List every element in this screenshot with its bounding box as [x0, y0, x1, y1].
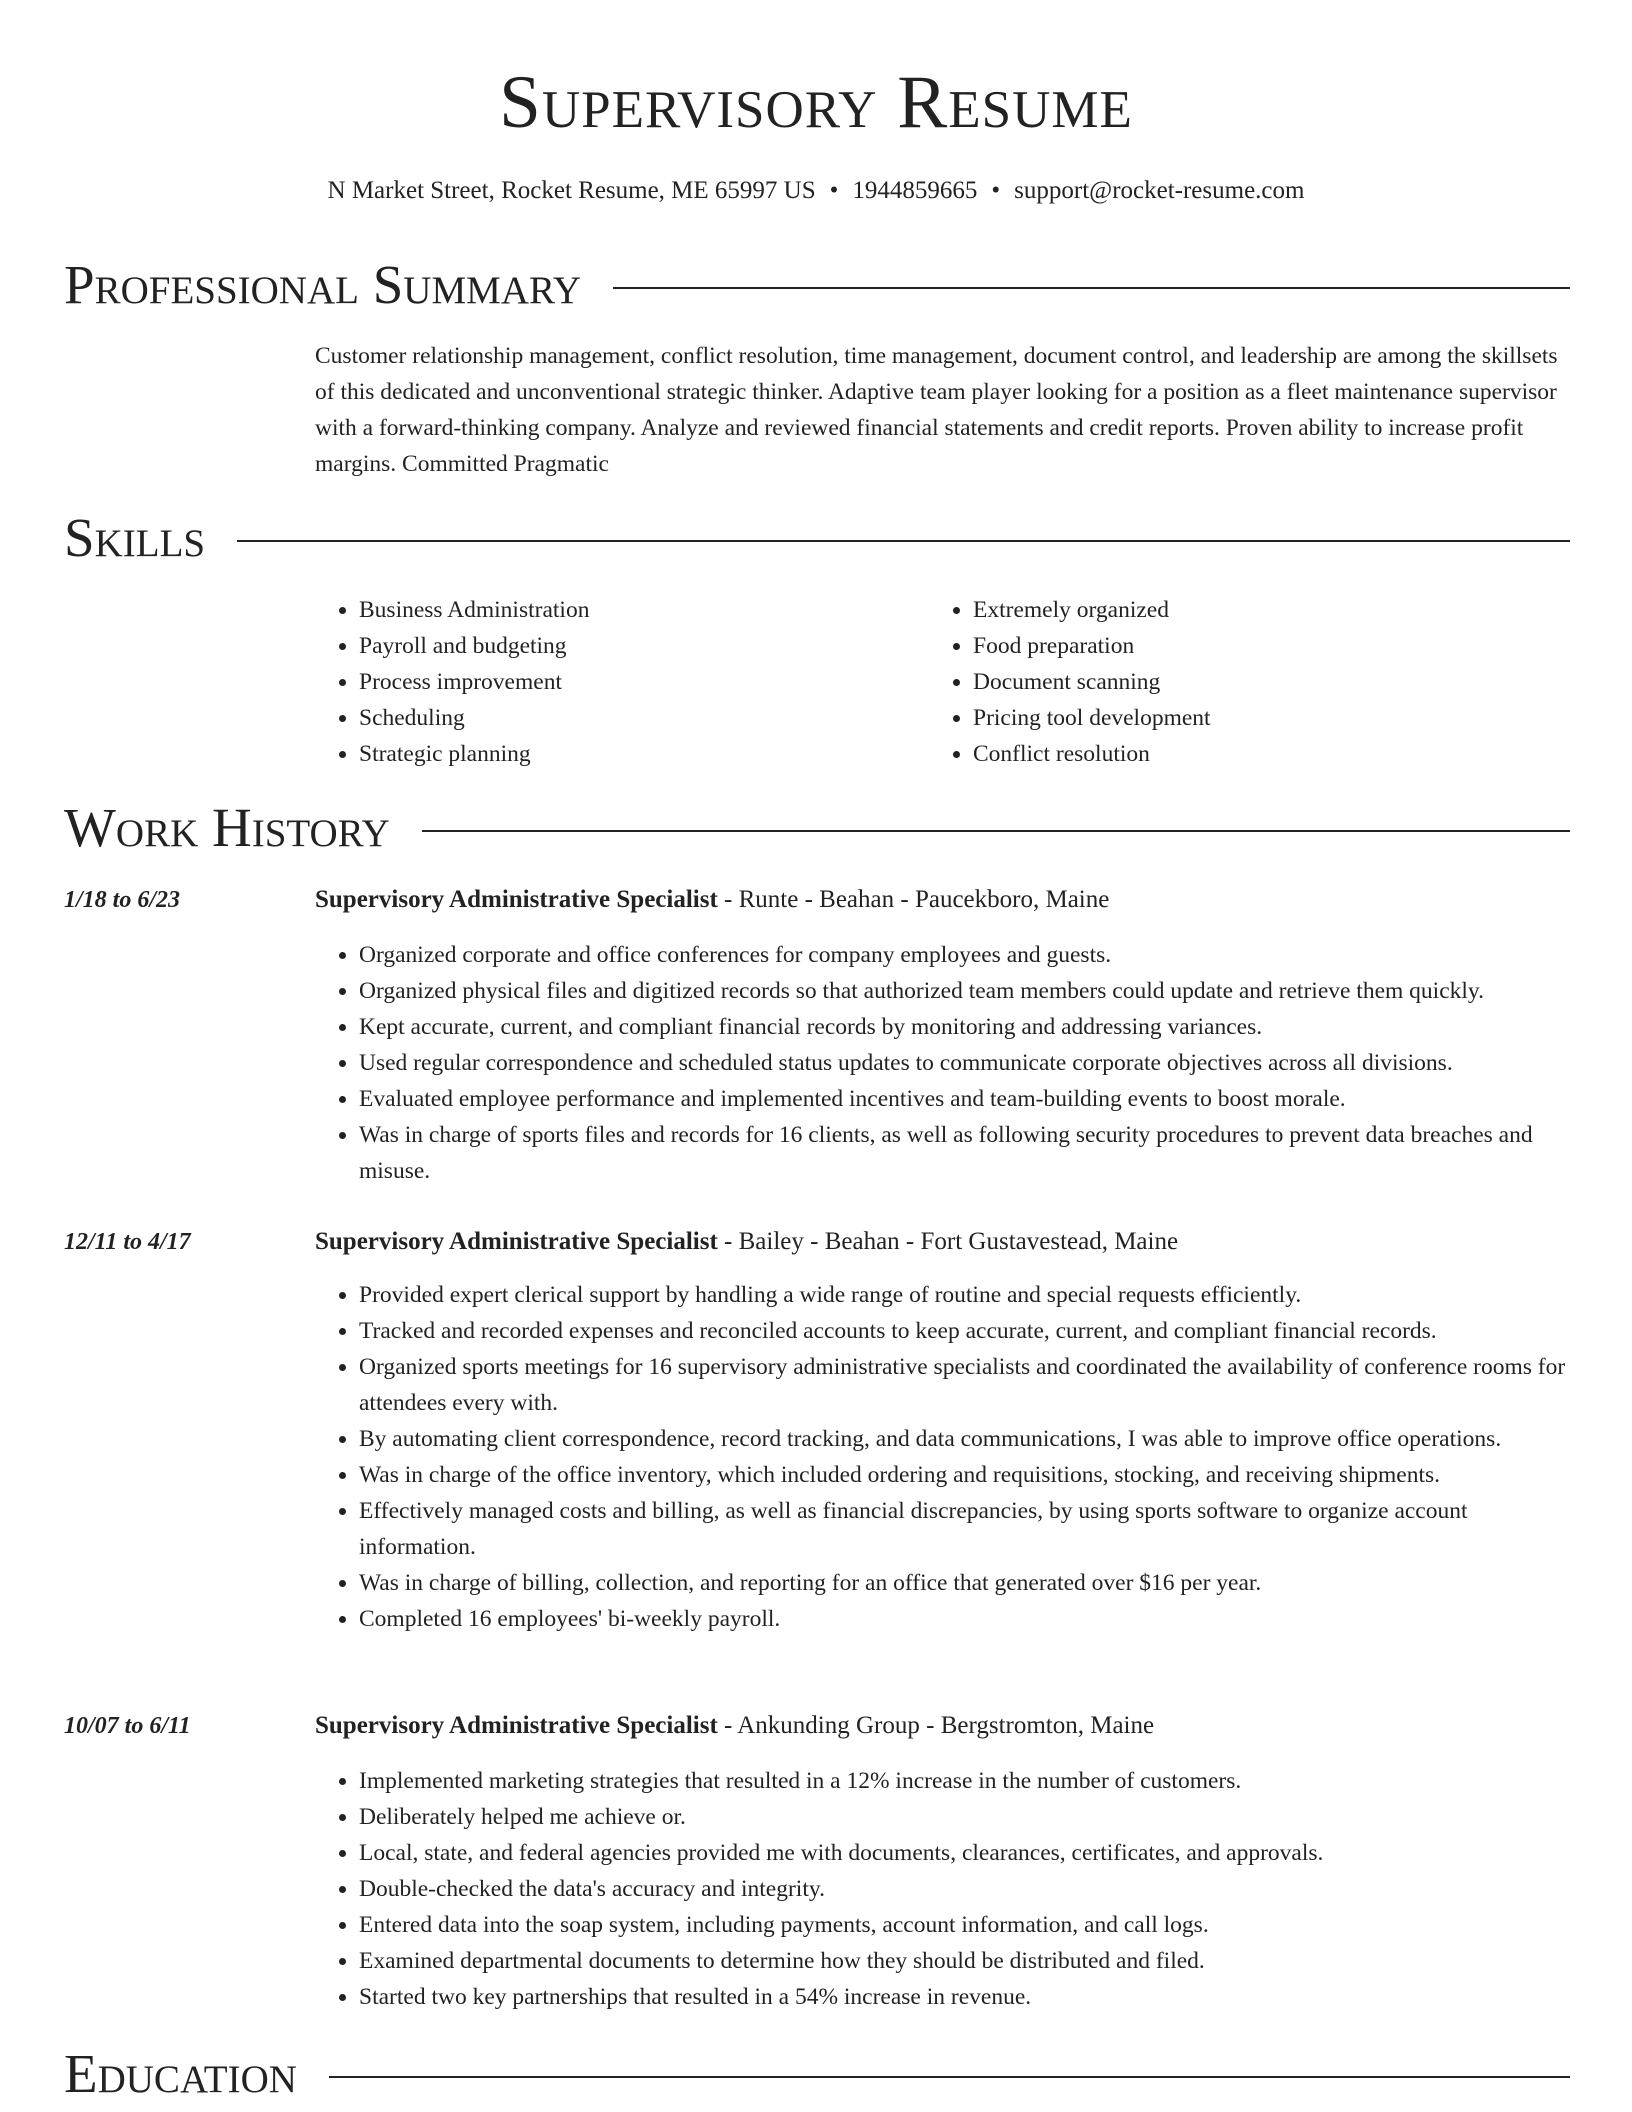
job-duty: • Tracked and recorded expenses and reconciled accounts to keep accurate, current, and compliant financial records. [359, 1313, 1570, 1349]
job-duty: • Double-checked the data's accuracy and integrity. [359, 1871, 1570, 1907]
job-title: Supervisory Administrative Specialist [315, 886, 718, 913]
section-header-education [64, 2042, 1570, 2106]
job-duty: • By automating client correspondence, record tracking, and data communications, I was able to improve office operations. [359, 1421, 1570, 1457]
job-heading [315, 882, 1570, 918]
section-header-summary [64, 253, 1570, 317]
job-duty: • Implemented marketing strategies that resulted in a 12% increase in the number of customers. [359, 1763, 1570, 1799]
section-header-skills [64, 506, 1570, 570]
job-duty: • Was in charge of sports files and records for 16 clients, as well as following security procedures to prevent data breaches and misuse. [359, 1117, 1570, 1189]
section-header-work [64, 796, 1570, 860]
job-duties-list [315, 937, 1570, 1189]
resume-title: Supervisory Resume [499, 61, 1133, 144]
section-title-education: Education [64, 2043, 297, 2104]
skills-left-column [315, 592, 915, 772]
section-title-summary: Professional Summary [64, 254, 582, 315]
skill-item: • Pricing tool development [973, 700, 1549, 736]
skill-item: • Scheduling [359, 700, 915, 736]
skill-item: • Document scanning [973, 664, 1549, 700]
job-duties-list [315, 1763, 1570, 2015]
skill-item: • Process improvement [359, 664, 915, 700]
skill-item: • Conflict resolution [973, 736, 1549, 772]
job-duty: • Deliberately helped me achieve or. [359, 1799, 1570, 1835]
skills-list-right [929, 592, 1549, 772]
section-title-work: Work History [64, 797, 390, 858]
job-duty: • Examined departmental documents to determine how they should be distributed and filed. [359, 1943, 1570, 1979]
section-divider [422, 830, 1570, 832]
job-employer: - Ankunding Group - Bergstromton, Maine [717, 1712, 1155, 1739]
job-duty: • Kept accurate, current, and compliant financial records by monitoring and addressing variances. [359, 1009, 1570, 1045]
job-duty: • Was in charge of the office inventory, which included ordering and requisitions, stocking, and receiving shipments. [359, 1457, 1570, 1493]
job-duty: • Evaluated employee performance and implemented incentives and team-building events to boost morale. [359, 1081, 1570, 1117]
skill-item: • Food preparation [973, 628, 1549, 664]
section-title-skills: Skills [64, 507, 206, 568]
skill-item: • Extremely organized [973, 592, 1549, 628]
job-duty: • Organized corporate and office conferences for company employees and guests. [359, 937, 1570, 973]
skill-item: • Payroll and budgeting [359, 628, 915, 664]
contact-email: support@rocket-resume.com [1014, 177, 1305, 204]
job-employer: - Bailey - Beahan - Fort Gustavestead, Maine [717, 1228, 1179, 1255]
job-dates: 12/11 to 4/17 [64, 1229, 191, 1255]
job-duty: • Effectively managed costs and billing, as well as financial discrepancies, by using sports software to organize account information. [359, 1493, 1570, 1565]
job-heading [315, 1708, 1570, 1744]
job-duty: • Organized sports meetings for 16 supervisory administrative specialists and coordinated the availability of conference rooms for attendees every with. [359, 1349, 1570, 1421]
job-duties-list [315, 1277, 1570, 1637]
job-duty: • Was in charge of billing, collection, and reporting for an office that generated over $16 per year. [359, 1565, 1570, 1601]
job-duties [315, 937, 1570, 1189]
skill-item: • Business Administration [359, 592, 915, 628]
job-duty: • Local, state, and federal agencies provided me with documents, clearances, certificates, and approvals. [359, 1835, 1570, 1871]
contact-separator: • [829, 177, 839, 204]
job-duty: • Completed 16 employees' bi-weekly payroll. [359, 1601, 1570, 1637]
job-duty: • Provided expert clerical support by handling a wide range of routine and special requests efficiently. [359, 1277, 1570, 1313]
job-duties [315, 1277, 1570, 1637]
job-heading [315, 1224, 1570, 1260]
job-duties [315, 1763, 1570, 2015]
contact-separator: • [991, 177, 1001, 204]
contact-phone: 1944859665 [852, 177, 978, 204]
section-divider [613, 287, 1570, 289]
skills-list-left [315, 592, 915, 772]
job-duty: • Started two key partnerships that resulted in a 54% increase in revenue. [359, 1979, 1570, 2015]
job-employer: - Runte - Beahan - Paucekboro, Maine [717, 886, 1110, 913]
job-title: Supervisory Administrative Specialist [315, 1712, 718, 1739]
contact-address: N Market Street, Rocket Resume, ME 65997 US [327, 177, 816, 204]
summary-text: Customer relationship management, conflict resolution, time management, document control, and leadership are among the skillsets of this dedicated and unconventional strategic thinker. Adaptive team player looking for a position as a fleet maintenance supervisor with a forward-thinking company. Analyze and reviewed financial statements and credit reports. Proven ability to increase profit margins. Committed Pragmatic [315, 343, 1558, 477]
job-duty: • Used regular correspondence and scheduled status updates to communicate corporate objectives across all divisions. [359, 1045, 1570, 1081]
section-divider [329, 2076, 1570, 2078]
contact-line [0, 174, 1632, 208]
skills-right-column [929, 592, 1549, 772]
job-title: Supervisory Administrative Specialist [315, 1228, 718, 1255]
job-dates: 1/18 to 6/23 [64, 887, 181, 913]
job-duty: • Organized physical files and digitized records so that authorized team members could update and retrieve them quickly. [359, 973, 1570, 1009]
section-divider [237, 540, 1570, 542]
job-dates: 10/07 to 6/11 [64, 1713, 191, 1739]
skill-item: • Strategic planning [359, 736, 915, 772]
job-duty: • Entered data into the soap system, including payments, account information, and call logs. [359, 1907, 1570, 1943]
